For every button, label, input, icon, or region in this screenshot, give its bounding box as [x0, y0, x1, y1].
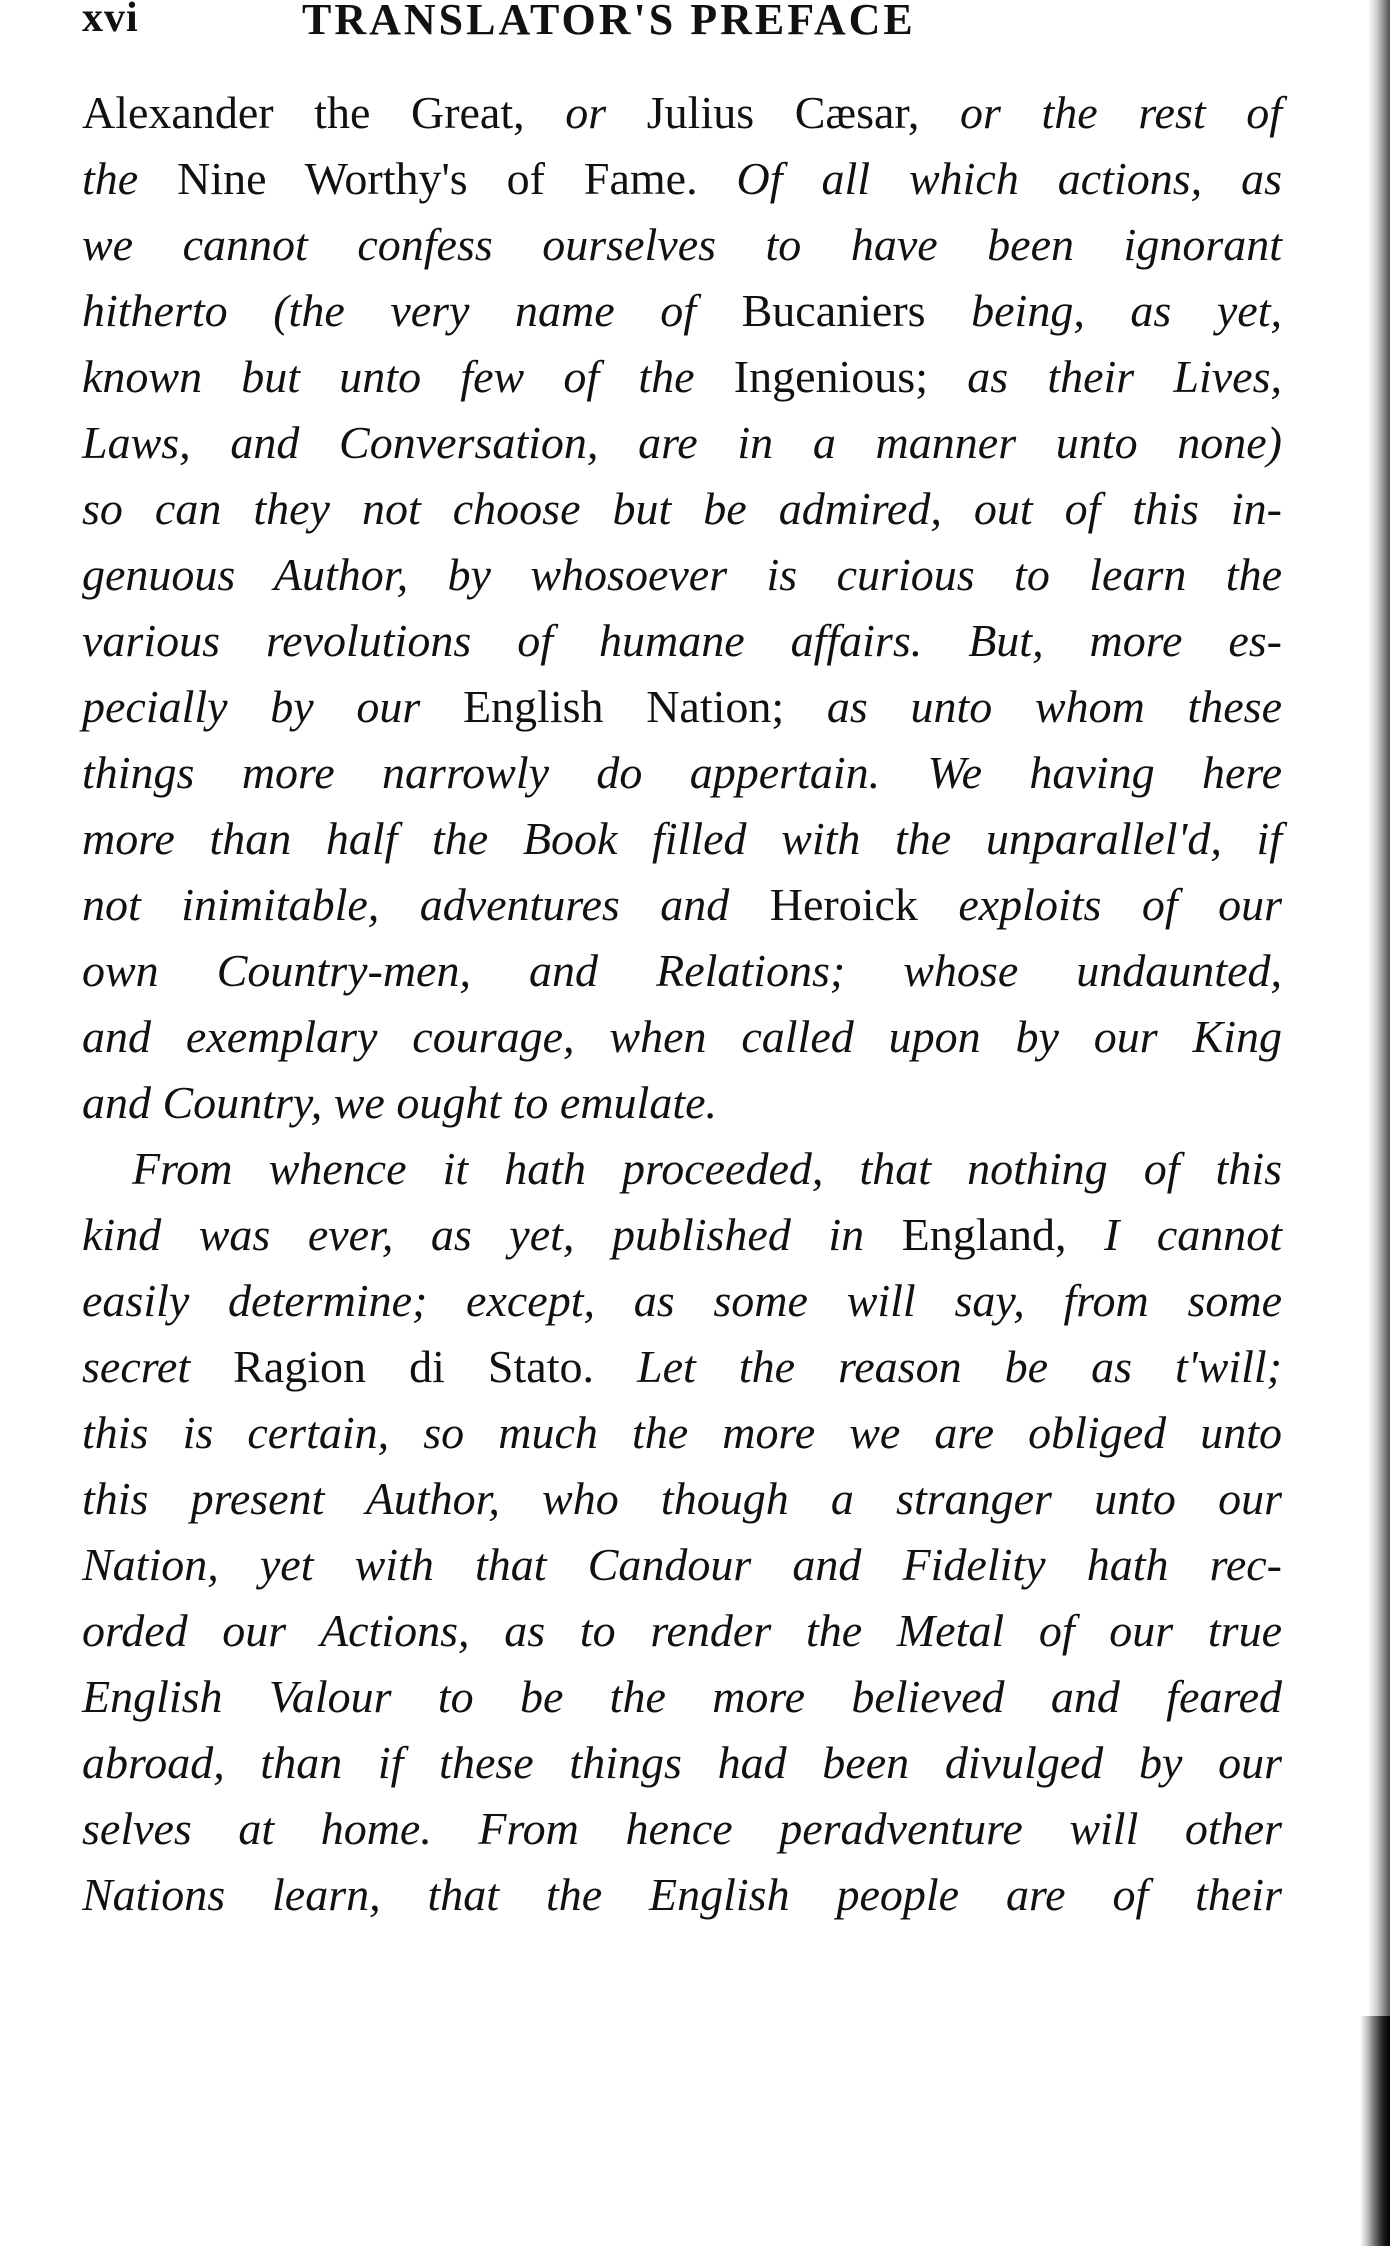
- text-run: Let the reason be as t'will;: [637, 1341, 1282, 1392]
- text-line: [82, 1004, 1282, 1070]
- text-run: Of all which actions, as: [736, 153, 1282, 204]
- text-line: [82, 938, 1282, 1004]
- text-line: [82, 1202, 1282, 1268]
- text-line: [82, 1730, 1282, 1796]
- running-head: TRANSLATOR'S PREFACE: [302, 0, 916, 44]
- text-line: [82, 344, 1282, 410]
- text-run: Laws, and Conversation, are in a manner unto none): [82, 417, 1282, 468]
- text-run: own Country-men, and Relations; whose undaunted,: [82, 945, 1282, 996]
- text-line: [82, 410, 1282, 476]
- text-run: and Country, we ought to emulate.: [82, 1077, 718, 1128]
- text-run: Nations learn, that the English people are of their: [82, 1869, 1282, 1920]
- text-run: this is certain, so much the more we are obliged unto: [82, 1407, 1282, 1458]
- text-run: as unto whom these: [826, 681, 1282, 732]
- text-line: [82, 1466, 1282, 1532]
- text-run: things more narrowly do appertain. We having here: [82, 747, 1282, 798]
- text-line: [82, 1334, 1282, 1400]
- text-line: [82, 806, 1282, 872]
- text-run: genuous Author, by whosoever is curious to learn the: [82, 549, 1282, 600]
- text-run: or: [565, 87, 647, 138]
- text-line: [82, 674, 1282, 740]
- text-line: [82, 80, 1282, 146]
- page-header: [82, 0, 1082, 52]
- text-line: [82, 212, 1282, 278]
- text-run: so can they not choose but be admired, out of this in-: [82, 483, 1282, 534]
- text-run: England,: [901, 1209, 1104, 1260]
- text-line: [82, 1664, 1282, 1730]
- text-run: various revolutions of humane affairs. But, more es-: [82, 615, 1282, 666]
- text-line: [82, 476, 1282, 542]
- text-line: [82, 278, 1282, 344]
- text-run: Nine Worthy's of Fame.: [177, 153, 737, 204]
- text-line: [82, 1796, 1282, 1862]
- text-run: Nation, yet with that Candour and Fidelity hath rec-: [82, 1539, 1282, 1590]
- text-run: English Nation;: [462, 681, 827, 732]
- text-line: [82, 1532, 1282, 1598]
- text-line: [82, 1070, 1282, 1136]
- page-edge-shadow: [1368, 0, 1390, 2246]
- text-run: Ragion di Stato.: [233, 1341, 638, 1392]
- text-line: [82, 740, 1282, 806]
- text-run: selves at home. From hence peradventure will other: [82, 1803, 1282, 1854]
- text-run: more than half the Book filled with the unparallel'd, if: [82, 813, 1282, 864]
- text-run: we cannot confess ourselves to have been ignorant: [82, 219, 1282, 270]
- text-run: not inimitable, adventures and: [82, 879, 770, 930]
- text-run: abroad, than if these things had been divulged by our: [82, 1737, 1282, 1788]
- text-run: From whence it hath proceeded, that nothing of this: [132, 1143, 1282, 1194]
- page-edge-dark-corner: [1360, 2016, 1390, 2246]
- text-run: Ingenious;: [733, 351, 968, 402]
- text-run: English Valour to be the more believed and feared: [82, 1671, 1282, 1722]
- text-run: exploits of our: [958, 879, 1282, 930]
- text-run: easily determine; except, as some will say, from some: [82, 1275, 1282, 1326]
- text-line: [82, 1400, 1282, 1466]
- text-line: [82, 1862, 1282, 1928]
- text-line: [82, 146, 1282, 212]
- text-run: Julius Cæsar,: [646, 87, 961, 138]
- text-run: and exemplary courage, when called upon by our King: [82, 1011, 1282, 1062]
- text-run: Heroick: [769, 879, 959, 930]
- text-line: [82, 1136, 1282, 1202]
- text-line: [82, 608, 1282, 674]
- text-line: [82, 1598, 1282, 1664]
- text-run: kind was ever, as yet, published in: [82, 1209, 902, 1260]
- text-run: pecially by our: [82, 681, 463, 732]
- text-run: or the rest of: [960, 87, 1283, 138]
- text-run: hitherto (the very name of: [82, 285, 742, 336]
- text-run: being, as yet,: [971, 285, 1283, 336]
- text-run: the: [82, 153, 178, 204]
- text-run: Alexander the Great,: [82, 87, 566, 138]
- text-run: I cannot: [1103, 1209, 1283, 1260]
- text-line: [82, 872, 1282, 938]
- text-run: orded our Actions, as to render the Metal of our true: [82, 1605, 1282, 1656]
- text-line: [82, 1268, 1282, 1334]
- text-line: [82, 542, 1282, 608]
- text-run: Bucaniers: [741, 285, 972, 336]
- text-run: secret: [82, 1341, 234, 1392]
- page-number: xvi: [82, 0, 139, 41]
- text-run: known but unto few of the: [82, 351, 734, 402]
- text-run: as their Lives,: [967, 351, 1283, 402]
- text-run: this present Author, who though a stranger unto our: [82, 1473, 1282, 1524]
- body-text: [82, 80, 1282, 1928]
